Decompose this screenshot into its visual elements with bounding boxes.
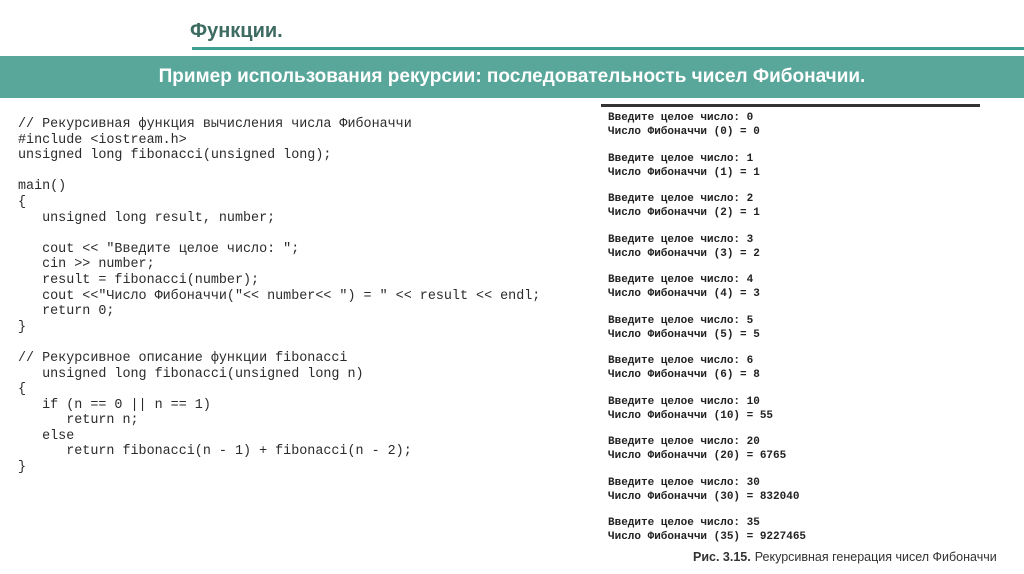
title-divider — [192, 47, 1024, 50]
output-prompt-line: Введите целое число: 20 — [608, 436, 760, 448]
code-line: // Рекурсивное описание функции fibonacci — [18, 350, 348, 366]
code-line — [18, 226, 540, 242]
code-line: cout << "Введите целое число: "; — [18, 241, 300, 257]
figure-number: Рис. 3.15. — [693, 550, 751, 564]
code-line: cout <<"Число Фибоначчи("<< number<< ") = " << result << endl; — [18, 288, 541, 304]
code-line: } — [18, 460, 27, 476]
code-line: result = fibonacci(number); — [18, 272, 260, 288]
output-prompt-line: Введите целое число: 10 — [608, 395, 760, 408]
output-result-line: Число Фибоначчи (0) = 0 — [608, 126, 760, 138]
output-prompt-line: Введите целое число: 0 — [608, 112, 754, 124]
slide-title: Функции. — [190, 20, 283, 42]
output-result-line: Число Фибоначчи (10) = 55 — [608, 409, 774, 422]
output-block — [608, 354, 806, 395]
code-line: unsigned long fibonacci(unsigned long n) — [18, 366, 364, 382]
output-block — [608, 233, 806, 274]
code-line: if (n == 0 || n == 1) — [18, 397, 211, 413]
output-block — [608, 476, 806, 517]
output-result-line: Число Фибоначчи (35) = 9227465 — [608, 531, 807, 543]
output-block — [608, 314, 806, 355]
subtitle-banner — [0, 56, 1024, 98]
code-line: unsigned long fibonacci(unsigned long); — [18, 148, 332, 164]
code-line: cin >> number; — [18, 257, 155, 273]
output-result-line: Число Фибоначчи (20) = 6765 — [608, 450, 787, 462]
output-result-line: Число Фибоначчи (1) = 1 — [608, 166, 760, 179]
code-line: // Рекурсивная функция вычисления числа Фибоначчи — [18, 117, 412, 132]
output-top-rule — [601, 104, 980, 107]
output-prompt-line: Введите целое число: 1 — [608, 152, 754, 165]
code-line: return n; — [18, 413, 139, 429]
code-line: { — [18, 382, 27, 398]
output-prompt-line: Введите целое число: 6 — [608, 355, 754, 367]
code-line: main() — [18, 179, 67, 195]
output-prompt-line: Введите целое число: 2 — [608, 193, 754, 205]
code-line — [18, 335, 540, 351]
code-line: } — [18, 319, 27, 335]
program-output — [608, 111, 806, 557]
output-block — [608, 435, 806, 476]
output-prompt-line: Введите целое число: 3 — [608, 233, 754, 246]
output-block — [608, 192, 806, 233]
output-block — [608, 395, 806, 436]
output-result-line: Число Фибоначчи (2) = 1 — [608, 207, 760, 219]
output-prompt-line: Введите целое число: 5 — [608, 314, 754, 327]
figure-caption — [693, 550, 997, 564]
output-prompt-line: Введите целое число: 35 — [608, 517, 760, 529]
output-result-line: Число Фибоначчи (5) = 5 — [608, 328, 760, 341]
figure-caption-text: Рекурсивная генерация чисел Фибоначчи — [754, 550, 997, 564]
code-line: return 0; — [18, 304, 115, 320]
output-prompt-line: Введите целое число: 30 — [608, 476, 760, 489]
output-block — [608, 273, 806, 314]
output-result-line: Число Фибоначчи (4) = 3 — [608, 288, 760, 300]
code-line — [18, 164, 540, 180]
code-listing — [18, 117, 540, 476]
output-result-line: Число Фибоначчи (6) = 8 — [608, 369, 760, 381]
output-prompt-line: Введите целое число: 4 — [608, 274, 754, 286]
code-line: unsigned long result, number; — [18, 210, 276, 226]
output-block — [608, 152, 806, 193]
output-result-line: Число Фибоначчи (30) = 832040 — [608, 490, 800, 503]
output-block — [608, 111, 806, 152]
code-line: { — [18, 194, 27, 210]
subtitle-banner-text: Пример использования рекурсии: последовательность чисел Фибоначии. — [158, 66, 866, 87]
code-line: #include <iostream.h> — [18, 132, 187, 148]
output-result-line: Число Фибоначчи (3) = 2 — [608, 247, 760, 260]
code-line: return fibonacci(n - 1) + fibonacci(n - 2); — [18, 444, 412, 460]
code-line: else — [18, 428, 75, 444]
